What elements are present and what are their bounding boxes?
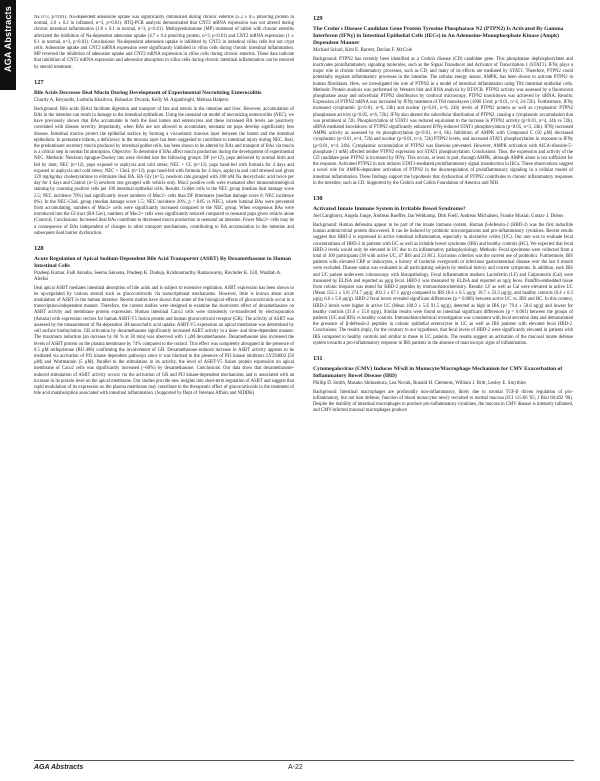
abstract-128 [34,245,294,397]
abstract-title: Activated Innate Immune System in Irritable Bowel Syndrome? [313,206,466,213]
abstract-title: Acute Regulation of Apical Sodium-Dependent Bile Acid Transporter (ASBT) By Dexamethasone in Human Intestinal Cells [34,255,292,269]
abstract-title: Bile Acids Decrease Ileal Mucin During Development of Experimental Necrotizing Enterocolitis [34,89,262,96]
abstract-129 [313,15,573,187]
abstract-body: Background: PTPN2 has recently been identified as a Crohn's disease (CD) candidate gene. This phosphatase dephosphorylates and inactivates proinflammatory signaling molecules, such as the Signal Transducer and Activator of Transcription 1 (STAT1). IFNγ plays a major role in chronic inflammatory processes, such as CD, and many of its effects are mediated by STAT1. Therefore, PTPN2 could potentially regulate inflammatory processes in the intestine. The cellular energy sensor, AMPK, has been shown to activate PTPN2 in human fibroblasts. Here, we investigated the role of PTPN2 in a model of intestinal inflammation using T84 intestinal epithelial cells. Methods: Protein analysis was performed by Western blot and RNA analysis by RT-PCR. PTPN2 activity was assessed by a fluorescent phosphatase assay and subcellular PTPN2 distribution by confocal microscopy. PTPN2 knockdown was achieved by siRNA. Results: Expression of PTPN2 mRNA was increased by IFNγ treatment of T84 monolayers (1000 U/ml; p<0.01, n=4, 24-72h). Furthermore, IFNγ increased cytoplasmic (p<0.01, n=6, 24h) and nuclear (p<0.01, n=6, 24h) levels of PTPN2 protein as well as cytoplasmic PTPN2 phosphatase activity (p<0.05, n=6, 72h). IFNγ also altered the subcellular distribution of PTPN2, causing a cytoplasmic accumulation that was prominent at 72h. Phosphorylation of STAT1 was reduced equivalent to the increase in PTPN2 activity (p<0.01, n=4, 24h vs 72h). siRNA mediated knockdown of PTPN2 significantly enhanced IFNγ-induced STAT1 phosphorylation (p<0.05, n=3, 24h). IFNγ increased AMPK activity as assessed by its phosphorylation (p<0.01, n=4, 6h). Inhibition of AMPK with Compound C (50 µM) decreased cytoplasmic (p<0.01, n=4, 72h) and nuclear (p<0.01, n=4, 72h) PTPN2 levels, and increased STAT1 phosphorylation in response to IFNγ (p<0.01, n=4, 24h). Cytoplasmic accumulation of PTPN2 was likewise prevented. However, AMPK activation with AICA-riboside-5'-phosphate (1 mM) affected neither PTPN2 expression nor STAT1 phosphorylation. Conclusions: Thus, the expression and activity of the CD candidate gene PTPN2 is increased by IFNγ. This occurs, at least in part, through AMPK, although AMPK alone is not sufficient for the response. Activated PTPN2 in turn reduces STAT1-mediated proinflammatory signal transduction in IECs. These observations suggest a novel role for AMPK-dependent activation of PTPN2 in the downregulation of proinflammatory signaling in a cellular model of intestinal inflammation. These findings support the hypothesis that dysfunction of PTPN2 contributes to chronic inflammatory responses in the intestine, such as CD. Supported by the Crohn's and Colitis Foundation of America and NIH. [313,56,573,186]
abstract-authors: Joel Langhorst, Angela Junge, Andreas Rueffer, Jan Wehkamp, Dirk Foell, Andreas Michalsen, Frauke Musial, Gustav J. Dobos [313,214,564,220]
abstract-title: Cytomegalovirus (CMV) Induces NFκB in Monocyte/Macrophage Mechanism for CMV Exacerbation of Inflammatory Bowel Disease (IBD) [313,366,563,379]
abstract-126-continued [34,15,294,71]
abstract-130 [313,195,573,347]
abstract-number: 128 [34,244,44,252]
abstract-authors: Michael Scharl, Kim E. Barrett, Declan F. McCole [313,47,413,53]
abstract-number: 131 [313,355,323,363]
left-column [34,15,294,753]
abstract-127 [34,79,294,237]
abstract-body: Background: Human defensins appear to be part of the innate immune system. Human β-defensin-2 (HBD-2) was the first inducible human antimicrobial protein discovered. It can be induced by probiotic microorganisms and pro-inflammatory cytokines. Recent results suggest that HBD-2 is expressed in active intestinal inflammation, especially in ulcerative colitis (UC). Our aim was to evaluate fecal concentrations of HBD-2 in patients with UC as well as irritable bowel syndrome (IBS) and healthy controls (HC). We expected that fecal HBD-2 levels would only be elevated in UC due to its inflammatory pathophysiology. Methods: Fecal specimens were collected from a total of 100 participants (38 with active UC, 47 IBS and 23 HC). Exclusion criterion was the current use of probiotics. Furthermore, IBS patients with elevated CRP or leukocytes, a history of bacterial overgrowth or infectious gastrointestinal disease over the last 6 month were excluded. Disease status was evaluated in all participating subjects by medical history and current symptoms. In addition, each IBS and UC patient underwent colonoscopy with histopathology. Fecal inflammation markers Lactoferrin (LF) and Calprotectin (Cal) were measured by ELISA and reported as µg/g fecal. HBD-2 was measured by ELISA and reported as ng/g feces. Paraffin-embedded tissue from colonic biopsies was tested for HBD-2 peptides by immunohistochemistry. Results: LF as well as Cal were elevated in active UC (Mean 152.1 ± 5.8; 274.7 µg/g; 403.3 ± 67.1 µg/g) compared to IBS (8.4 ± 0.5 µg/g; 18.7 ± 23.3 µg/g), and healthy controls (0.4 ± 0.3 µg/g; 6.6 ± 5.0 µg/g). HBD-2 fecal levels revealed significant differences (p = 0.006) between active UC vs. IBS and HC. In this context, HBD-2 levels were higher in active UC (Mean 100.9 ± 5.E 91.5 ng/g), detected as high in IBS (p< 79.4 ± 58.6 ng/g) and lowest for healthy controls (31.0 ± 15.0 ng/g). Similar results were found on intestinal significant differences (p = 0.001) between the groups of patients (UC and IBS) vs healthy controls. Immunohistochemical investigation was consistent with fecal secretion data and demonstrated the presence of β-defensin-2 peptides in colonic epithelial enterocytes in UC as well as IBS patients with elevated fecal HBD-2. Conclusions: The results imply, for the contrary to our hypothesis, that fecal levels of HBD-2 were significantly elevated in patients with IBS compared to healthy controls and similar to those in UC patients. The results suggest an activation of the mucosal innate defense system towards a pro-inflammatory response in IBS patients in the absence of macroscopic signs of inflammation. [313,222,573,346]
side-tab [0,0,16,90]
footer-journal-name: AGA Abstracts [34,764,84,771]
abstract-body: Na n=3, p<0.01). Na-dependent adenosine uptake was significantly diminished during chronic enteritis (5.2 ± 0.5 pmol/mg protein in normal, 2.6 ± 0.2 in inflamed, n=3, p<0.01). RTQ-PCR analysis demonstrated that CNT2 mRNA expression was not altered during chronic intestinal inflammation (1.8 ± 0.1 in normal, n=3, p<0.01). Methyprednisolone (MP) treatment of rabbit with chronic enteritis alleviated the inhibition of Na-dependent adenosine uptake (4.7 ± 0.4 pmol/mg protein, n=3, p<0.01) and CNT2 mRNA expression (1 ± 0.1 in normal, n=3, p<0.01). Conclusions: Na-dependent adenosine uptake is inhibited by CNT2 in intestinal villus cells but not crypt cells. Adenosine uptake and CNT2 mRNA expression were significantly inhibited in villus cells during chronic intestinal inflammation. MP reversed the inhibition of adenosine uptake and CNT2 mRNA expression in villus cells during chronic enteritis. These data indicate that inhibition of CNT2 mRNA expression and adenosine absorption in villus cells during chronic intestinal inflammation can be restored by steroid treatment. [34,15,294,70]
abstract-authors: Charity A. Reynolds, Ludmila Khailova, Bohuslav Dvorak, Kelly M. Arganbright, Melissa Halpern [34,97,229,103]
abstract-body: Ileal apical ASBT mediates intestinal absorption of bile acids and is subject to extensive regulation. ASBT expression has been shown to be up-regulated by various steroid such as glucocorticoids via transcriptional mechanisms. However, little is known about acute modulation of ASBT in the human intestine. Recent studies have shown that some of the biological effects of glucocorticoids occur in a transcription-independent manner. Therefore, the current studies were designed to examine the short-term effect of dexamethasone on ASBT activity and membrane protein expression. Human intestinal Caco2 cells were transiently co-transfected by electroporation (Amaxa) with expression vectors for human ASBT-V5 fusion protein and human glucocorticoid receptor (GR). The activity of ASBT was assessed by the measurement of Na-dependent 3H-taurocholic acid uptake. ASBT-V5 expression on apical membrane was determined by cell surface biotinylation. GR activation by dexamethasone significantly increased ASBT activity in a dose- and time-dependent manner. The maximum induction (an increase by 66 % at 30 min) was observed with 1 µM dexamethasone. Dexamethasone also increased the levels of ASBT protein on the plasma membrane by 74% compared to the control. This effect was completely abrogated in the presence of 0.5 µM mifepristone (RU-486) confirming the involvement of GR. Dexamethasone-induced increase in ASBT activity appears to be mediated via activation of PI3 kinase dependent pathways since it was blocked in the presence of PI3 kinase inhibitors LY294002 (50 µM) and Wortmannin (5 µM). Parallel to the stimulation in its activity, the level of ASBT-V5 fusion protein expression on apical membrane of Caco2 cells was significantly increased (~60%) by dexamethasone. Conclusions: Our data show that dexamethasone-induced stimulation of ASBT activity occurs via the activation of GR and PI3 kinase-dependent mechanisms and is associated with an increase in its protein level on the apical membrane. Our studies provide new insights into short-term regulation of ASBT and suggest that rapid modulation of its expression on the plasma membrane may contribute to the therapeutic effect of glucocorticoids in the treatment of bile acid malabsorption associated with intestinal inflammation. (Supported by Dept of Veterans Affairs and NIDDK) [34,285,294,397]
abstract-number: 130 [313,195,323,203]
abstract-number: 129 [313,15,323,22]
right-column [313,15,573,753]
page-number: A-22 [288,764,303,771]
abstract-body: Background: Intestinal macrophages are profoundly non-inflammatory, likely due to stromal TGF-β driven regulation of pro-inflammatory, but not host defense, function of blood monocytes newly recruited to normal mucosa (JCI 115:66 '05; J Biol 60:492 '06). Despite the inability of intestinal macrophages to produce pro-inflammatory cytokines, the mucosa in CMV disease is intensely inflamed, and CMV-infected mucosal macrophages produce [313,389,573,414]
abstract-authors: Pradeep Kumar, Fadi Annaba, Seema Saksena, Pradeep K. Dudeja, Krishnamurthy Ramaswamy, Ravinder K. Gill, Waddah A. Alrefai [34,270,282,282]
abstract-title: The Crohn's Disease Candidate Gene Protein Tyrosine Phosphatase N2 (PTPN2) Is Activated By Gamma Interferon (IFNγ) in Intestinal Epithelial Cells (IECs) in An Adenosine-Monophosphate Kinase (Ampk) Dependent Manner [313,26,564,46]
side-tab-label: AGA Abstracts [3,6,13,72]
abstract-body: Background: Bile acids (BAs) facilitate digestion and transport of fats and sterols in the intestine and liver. However, accumulation of BAs in the intestine can result in damage to the intestinal epithelium. Using the neonatal rat model of necrotizing enterocolitis (NEC), we have previously shown that BAs accumulate in both the ileal lumen and enterocytes and these increased BA levels are positively correlated with disease severity. Importantly, when BAs are not allowed to accumulate, neonatal rat pups develop significantly less disease. Intestinal mucins protect the epithelial surface by forming a viscoelastic mucous layer between the lumen and the intestinal epithelium. In premature infants, a deficiency in the mucous layer has been suggested to contribute to intestinal injury during NEC. Ileal, the predominant secretory mucin produced by intestinal goblet cells, has been shown to be altered by BAs and transport of BAs via mucin is a critical step in normal fat absorption. Objective: To determine if BAs affect mucin production during the development of experimental NEC. Methods: Newborn Sprague-Dawley rats were divided into the following groups: DF (n=12), pups delivered by normal birth and fed by dam; NEC (n=12), pups exposed to asphyxia and cold stress; NEC + CL (n=12), pups hand-fed with formula for 4 days and exposed to asphyxia and cold stress; NEC + ChoL (n=12), pups hand-fed with formula for 4 days, asphyxia and cold stressed and given 120 mg/kg/day cholestyramine to eliminate ileal BA. BA Gly (n=5), newborn rats gavaged with 200 nM Na deoxycholic acid twice per day for 4 days and Control (n=5) newborn rats gavaged with vehicle only. Muc2 positive cells were evaluated after immunohistological staining by counting positive cells per 100 intestinal epithelial cells. Results: Goblet cells in the NEC group (median ileal damage score 2.5; NEC incidence 70%) had significantly lower numbers of Muc2+ cells than DF littermates (median damage score 0; NEC incidence 0%). In the NEC-ChoL group (median damage score 1.5; NEC incidence 20%, p < 0.05 vs NEC), where luminal BAs were prevented from accumulating, numbers of Muc2+ cells were significantly increased compared to the NEC group. When exogenous BAs were introduced into the GI tract (BA Gav), numbers of Muc2+ cells were significantly reduced compared to neonatal pups given vehicle alone (Control). Conclusions: Increased ileal BAs contribute to decreased mucin production in neonatal rat intestine. Fewer Muc2+ cells may be a consequence of BAs independent of changes in other transport mechanisms, contributing to BA accumulation in the intestine and subsequent ileal barrier dysfunction. [34,106,294,236]
abstract-number: 127 [34,78,44,86]
abstract-131 [313,355,573,415]
abstract-authors: Phillip D. Smith, Masako Shimamura, Lea Novak, Ronald H. Clements, William J. Britt, Lesley E. Smythies [313,380,526,386]
footer-divider [34,760,574,761]
